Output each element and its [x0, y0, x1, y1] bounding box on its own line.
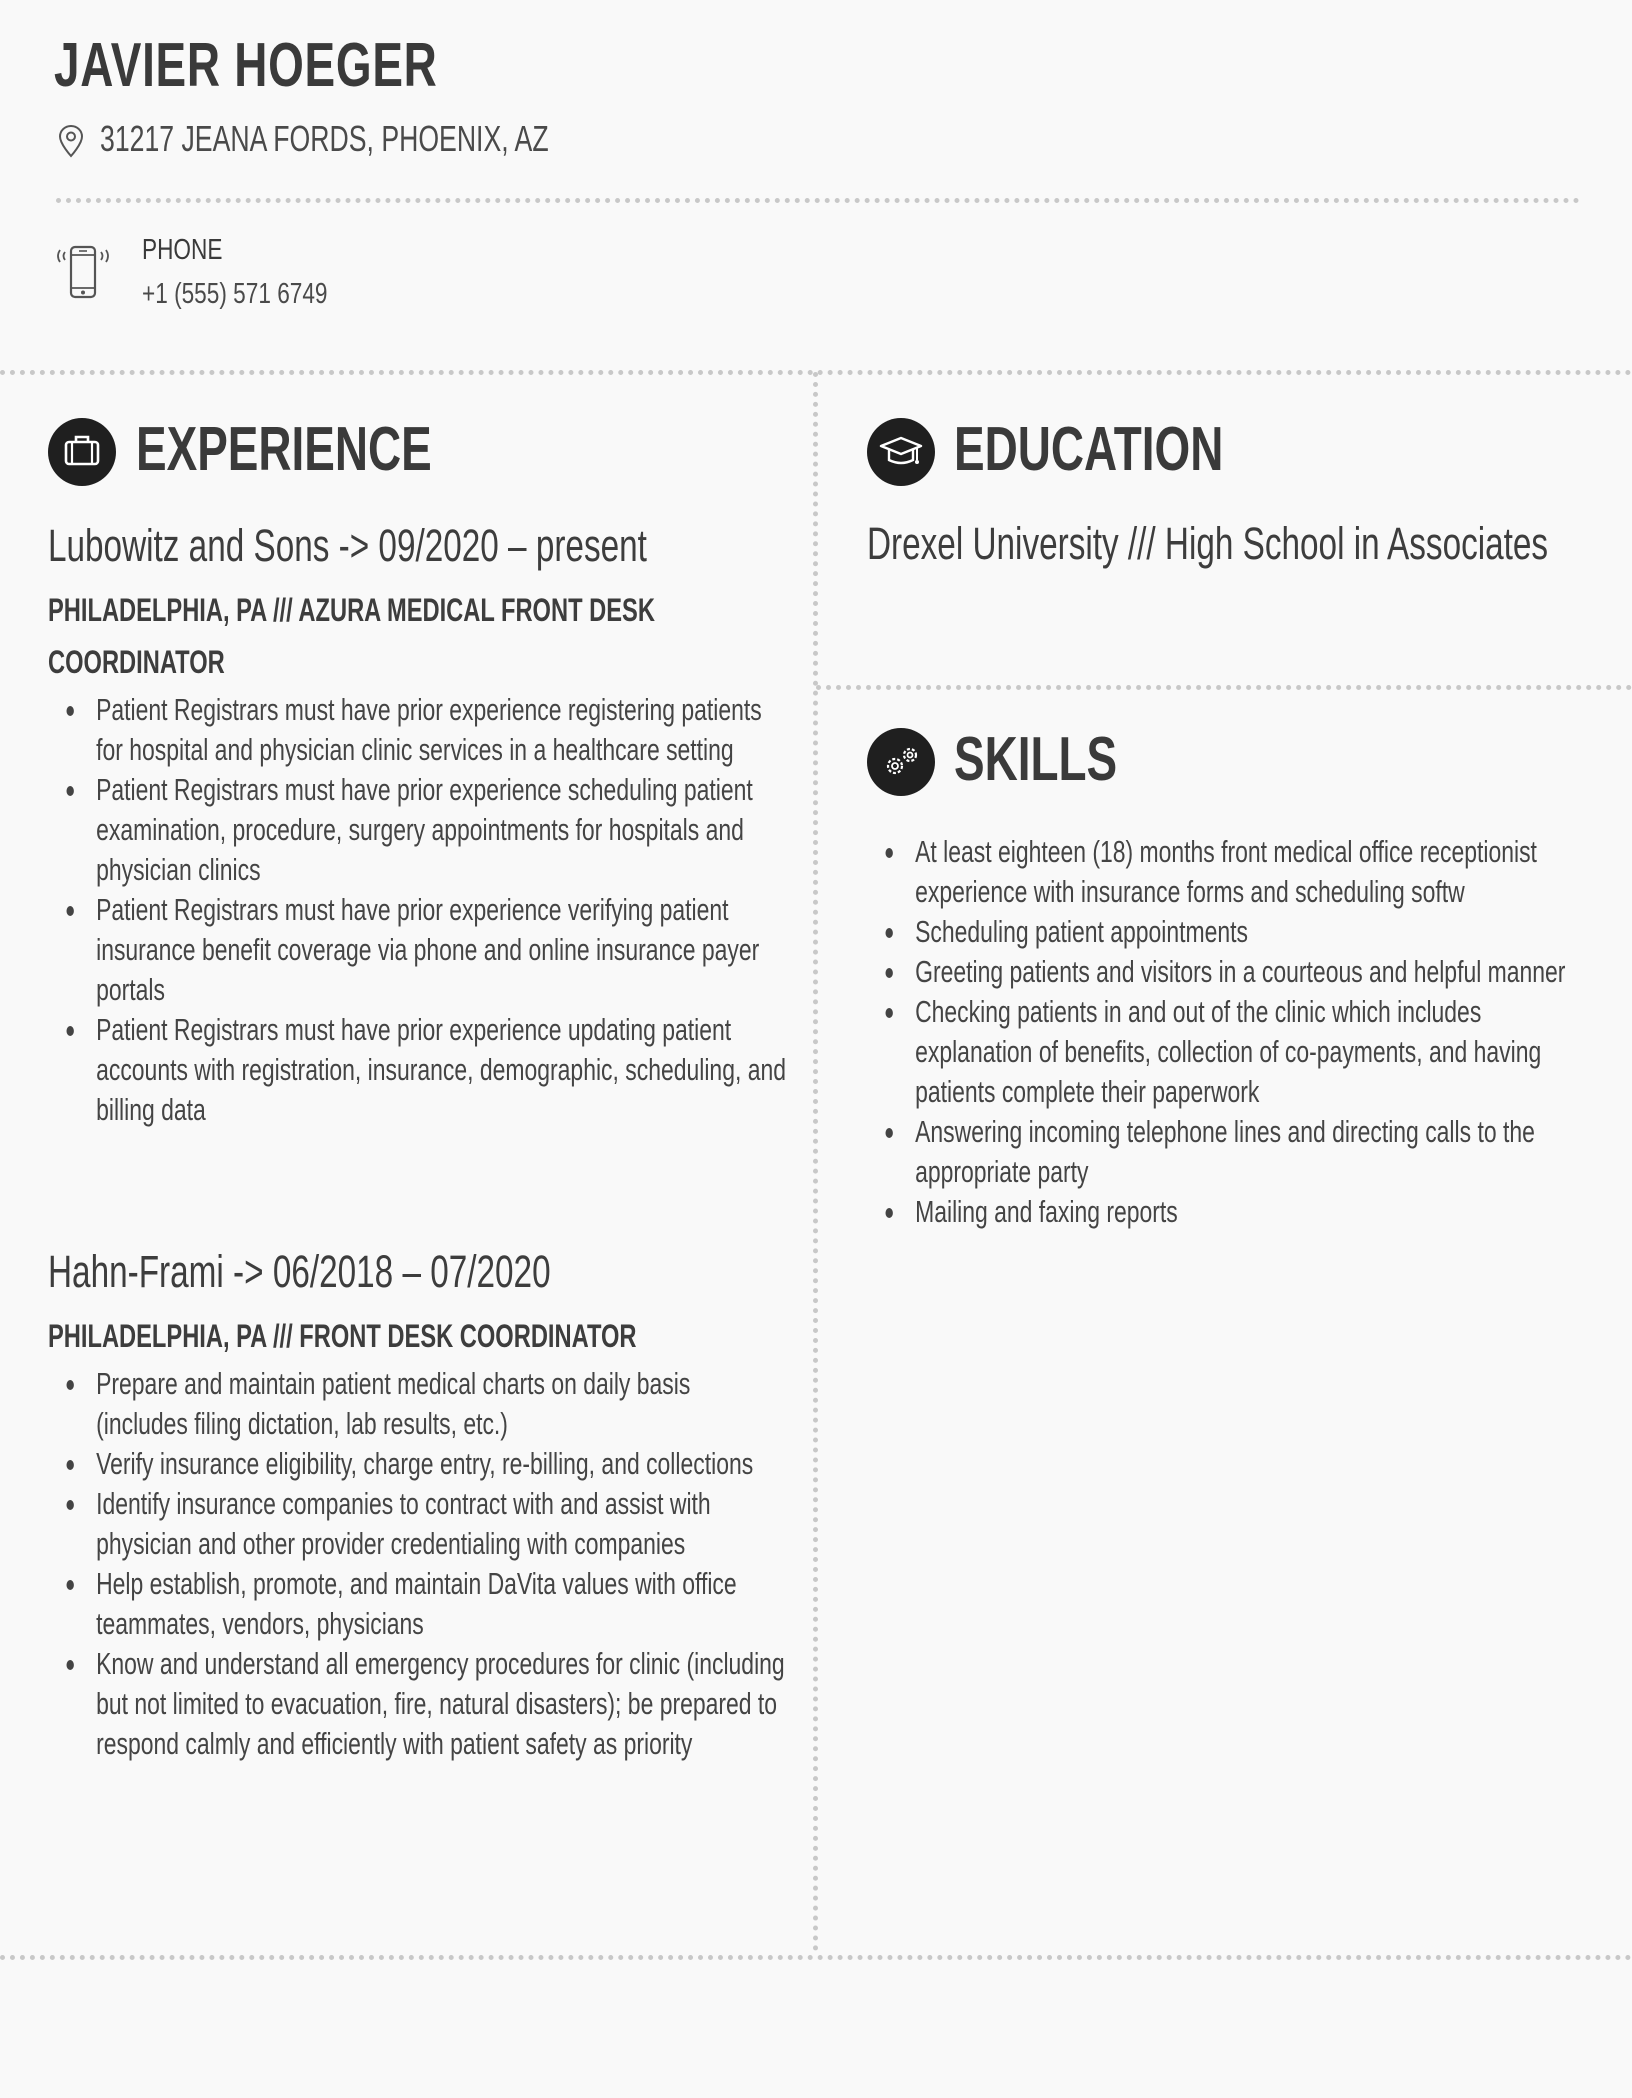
list-item: Patient Registrars must have prior experience verifying patient insurance benefit coverage via phone and online insurance payer portals: [48, 890, 788, 1010]
job-title-1: Lubowitz and Sons -> 09/2020 – present: [48, 520, 647, 571]
job-subtitle-2: PHILADELPHIA, PA /// FRONT DESK COORDINATOR: [48, 1318, 637, 1354]
phone-label: PHONE: [142, 234, 223, 266]
list-item: Checking patients in and out of the clinic which includes explanation of benefits, collection of co-payments, and having patients complete their paperwork: [867, 992, 1592, 1112]
list-item: Patient Registrars must have prior experience scheduling patient examination, procedure, surgery appointments for hospitals and physician clinics: [48, 770, 788, 890]
list-item: Answering incoming telephone lines and directing calls to the appropriate party: [867, 1112, 1592, 1192]
phone-value: +1 (555) 571 6749: [142, 278, 328, 310]
education-heading: EDUCATION: [954, 415, 1224, 484]
candidate-address: 31217 JEANA FORDS, PHOENIX, AZ: [100, 118, 549, 159]
candidate-name: JAVIER HOEGER: [54, 31, 438, 100]
skills-list: [867, 832, 1592, 1232]
skills-heading: SKILLS: [954, 725, 1118, 794]
list-item: Patient Registrars must have prior experience registering patients for hospital and physician clinic services in a healthcare setting: [48, 690, 788, 770]
job-bullets-2: [48, 1364, 788, 1764]
list-item: Prepare and maintain patient medical charts on daily basis (includes filing dictation, lab results, etc.): [48, 1364, 788, 1444]
job-title-2: Hahn-Frami -> 06/2018 – 07/2020: [48, 1246, 551, 1297]
job-subtitle-1: PHILADELPHIA, PA /// AZURA MEDICAL FRONT DESK COORDINATOR: [48, 592, 655, 680]
section-divider-bottom: [0, 1955, 1632, 1960]
list-item: At least eighteen (18) months front medical office receptionist experience with insurance forms and scheduling softw: [867, 832, 1592, 912]
list-item: Know and understand all emergency procedures for clinic (including but not limited to evacuation, fire, natural disasters); be prepared to respond calmly and efficiently with patient safety as priority: [48, 1644, 788, 1764]
experience-heading: EXPERIENCE: [136, 415, 432, 484]
header-divider: [56, 198, 1580, 203]
phone-icon: [54, 244, 112, 302]
list-item: Greeting patients and visitors in a courteous and helpful manner: [867, 952, 1592, 992]
job-bullets-1: [48, 690, 788, 1130]
education-divider: [816, 685, 1632, 690]
list-item: Verify insurance eligibility, charge entry, re-billing, and collections: [48, 1444, 788, 1484]
location-pin-icon: [58, 124, 84, 158]
education-entry: Drexel University /// High School in Associates: [867, 518, 1549, 569]
list-item: Identify insurance companies to contract with and assist with physician and other provider credentialing with companies: [48, 1484, 788, 1564]
list-item: Mailing and faxing reports: [867, 1192, 1592, 1232]
briefcase-icon: [48, 418, 116, 486]
column-divider: [813, 372, 818, 1952]
list-item: Scheduling patient appointments: [867, 912, 1592, 952]
gears-icon: [867, 728, 935, 796]
list-item: Patient Registrars must have prior experience updating patient accounts with registration, insurance, demographic, scheduling, and billing data: [48, 1010, 788, 1130]
list-item: Help establish, promote, and maintain DaVita values with office teammates, vendors, physicians: [48, 1564, 788, 1644]
graduation-cap-icon: [867, 418, 935, 486]
